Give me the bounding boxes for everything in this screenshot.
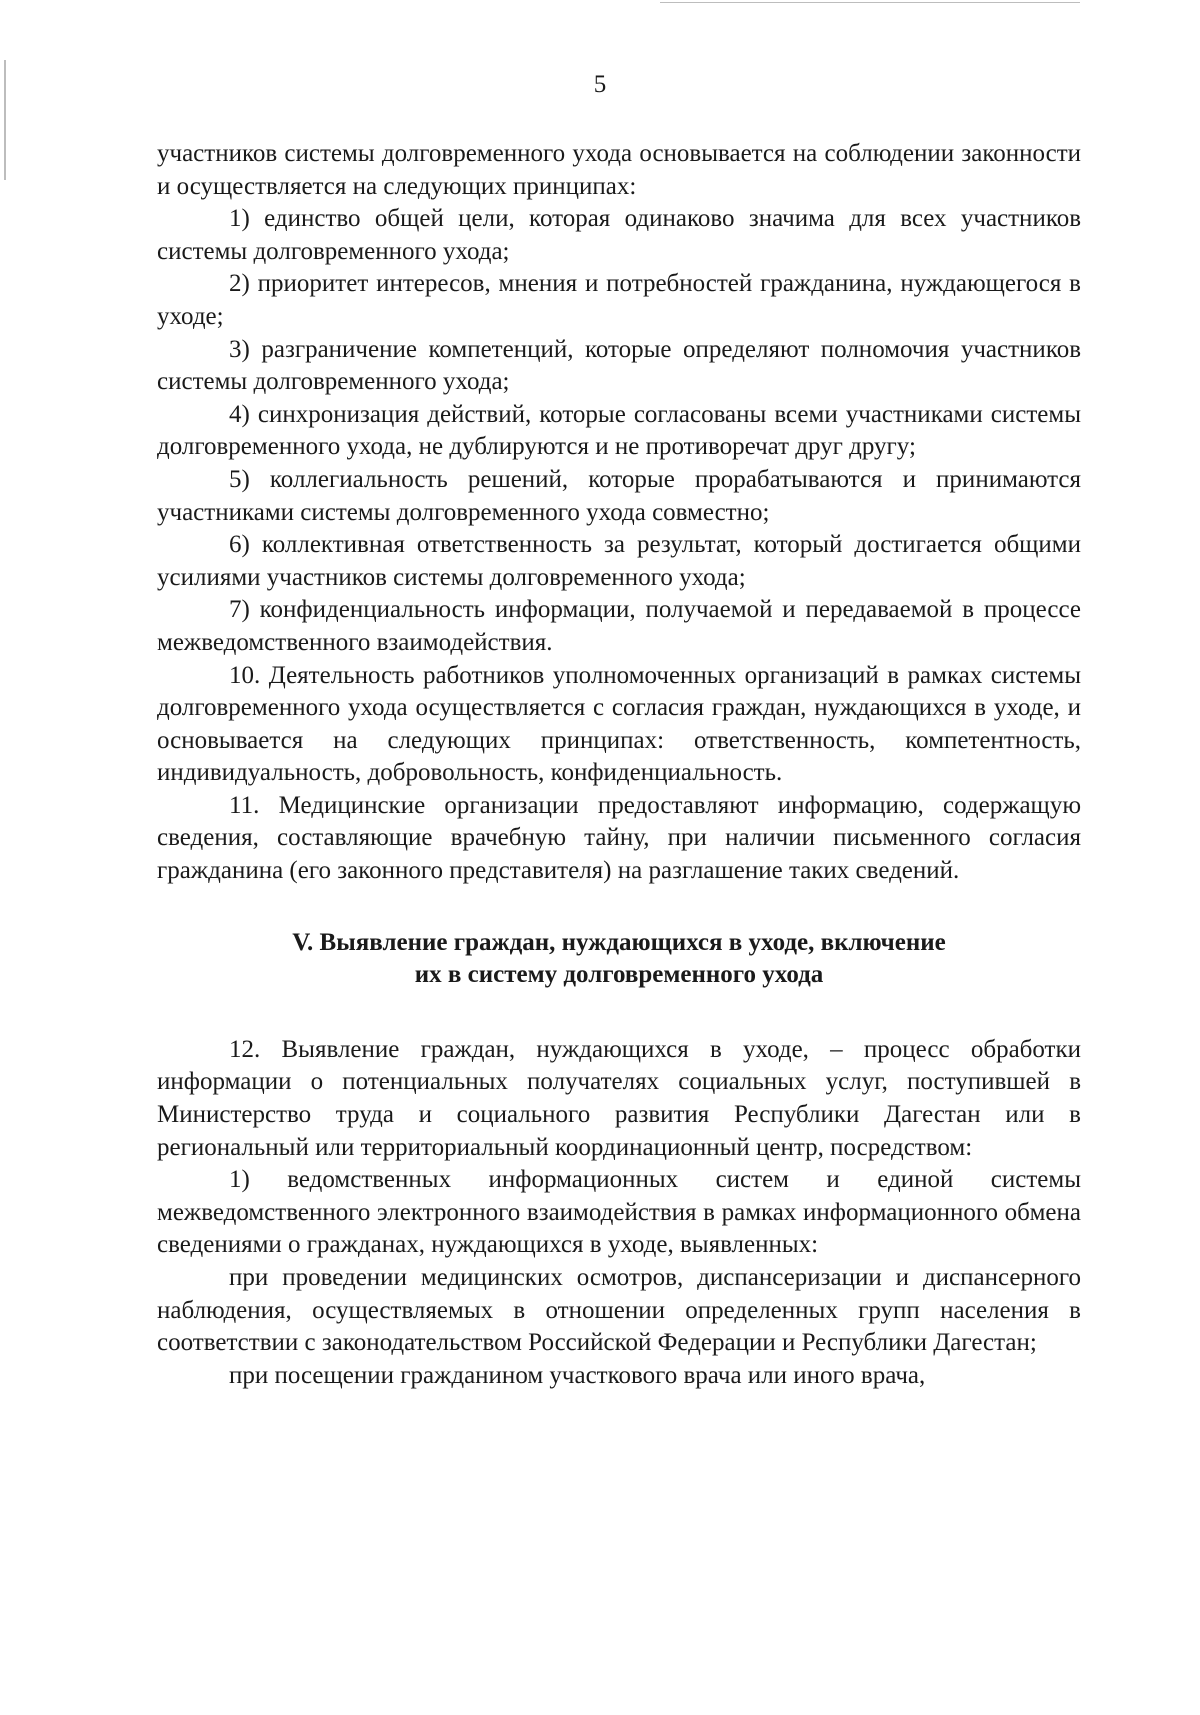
principle-item-2: 2) приоритет интересов, мнения и потребностей гражданина, нуждающегося в уходе; xyxy=(157,270,1081,330)
principle-item-5: 5) коллегиальность решений, которые прорабатываются и принимаются участниками системы долговременного ухода совместно; xyxy=(157,465,1081,526)
principle-item-3: 3) разграничение компетенций, которые определяют полномочия участников системы долговременного ухода; xyxy=(157,335,1081,396)
clause-12: 12. Выявление граждан, нуждающихся в уходе, – процесс обработки информации о потенциальных получателях социальных услуг, поступившей в Министерство труда и социального развития Республики Дагестан или в региональный или территориальный координационный центр, посредством: xyxy=(157,1035,1081,1161)
paragraph-continuation: участников системы долговременного ухода основывается на соблюдении законности и осуществляется на следующих принципах: xyxy=(157,140,1081,200)
clause-12-subitem-doctor-visit: при посещении гражданином участкового врача или иного врача, xyxy=(229,1361,926,1389)
document-body xyxy=(157,138,1081,1392)
principle-item-6: 6) коллективная ответственность за результат, который достигается общими усилиями участников системы долговременного ухода; xyxy=(157,531,1081,591)
clause-12-item-1: 1) ведомственных информационных систем и единой системы межведомственного электронного взаимодействия в рамках информационного обмена сведениями о гражданах, нуждающихся в уходе, выявленных: xyxy=(157,1166,1081,1259)
principle-item-7: 7) конфиденциальность информации, получаемой и передаваемой в процессе межведомственного взаимодействия. xyxy=(157,596,1081,656)
clause-12-subitem-medical-exams: при проведении медицинских осмотров, диспансеризации и диспансерного наблюдения, осуществляемых в отношении определенных групп населения в соответствии с законодательством Российской Федерации и Республики Дагестан; xyxy=(157,1264,1081,1357)
page-number: 5 xyxy=(593,71,607,98)
scan-edge-top xyxy=(660,2,1080,3)
spacer xyxy=(157,888,1081,927)
section-heading-line-1: V. Выявление граждан, нуждающихся в уходе, включение xyxy=(292,928,946,956)
spacer xyxy=(157,992,1081,1034)
clause-11: 11. Медицинские организации предоставляют информацию, содержащую сведения, составляющие врачебную тайну, при наличии письменного согласия гражданина (его законного представителя) на разглашение таких сведений. xyxy=(157,791,1081,885)
section-heading-line-2: их в систему долговременного ухода xyxy=(414,961,824,989)
clause-10: 10. Деятельность работников уполномоченных организаций в рамках системы долговременного ухода осуществляется с согласия граждан, нуждающихся в уходе, и основывается на следующих принципах: ответственность, компетентность, индивидуальность, добровольность, конфиденциальность. xyxy=(157,661,1081,787)
section-heading xyxy=(157,927,1081,992)
principle-item-1: 1) единство общей цели, которая одинаково значима для всех участников системы долговременного ухода; xyxy=(157,205,1081,265)
principle-item-4: 4) синхронизация действий, которые согласованы всеми участниками системы долговременного ухода, не дублируются и не противоречат друг другу; xyxy=(157,400,1081,461)
